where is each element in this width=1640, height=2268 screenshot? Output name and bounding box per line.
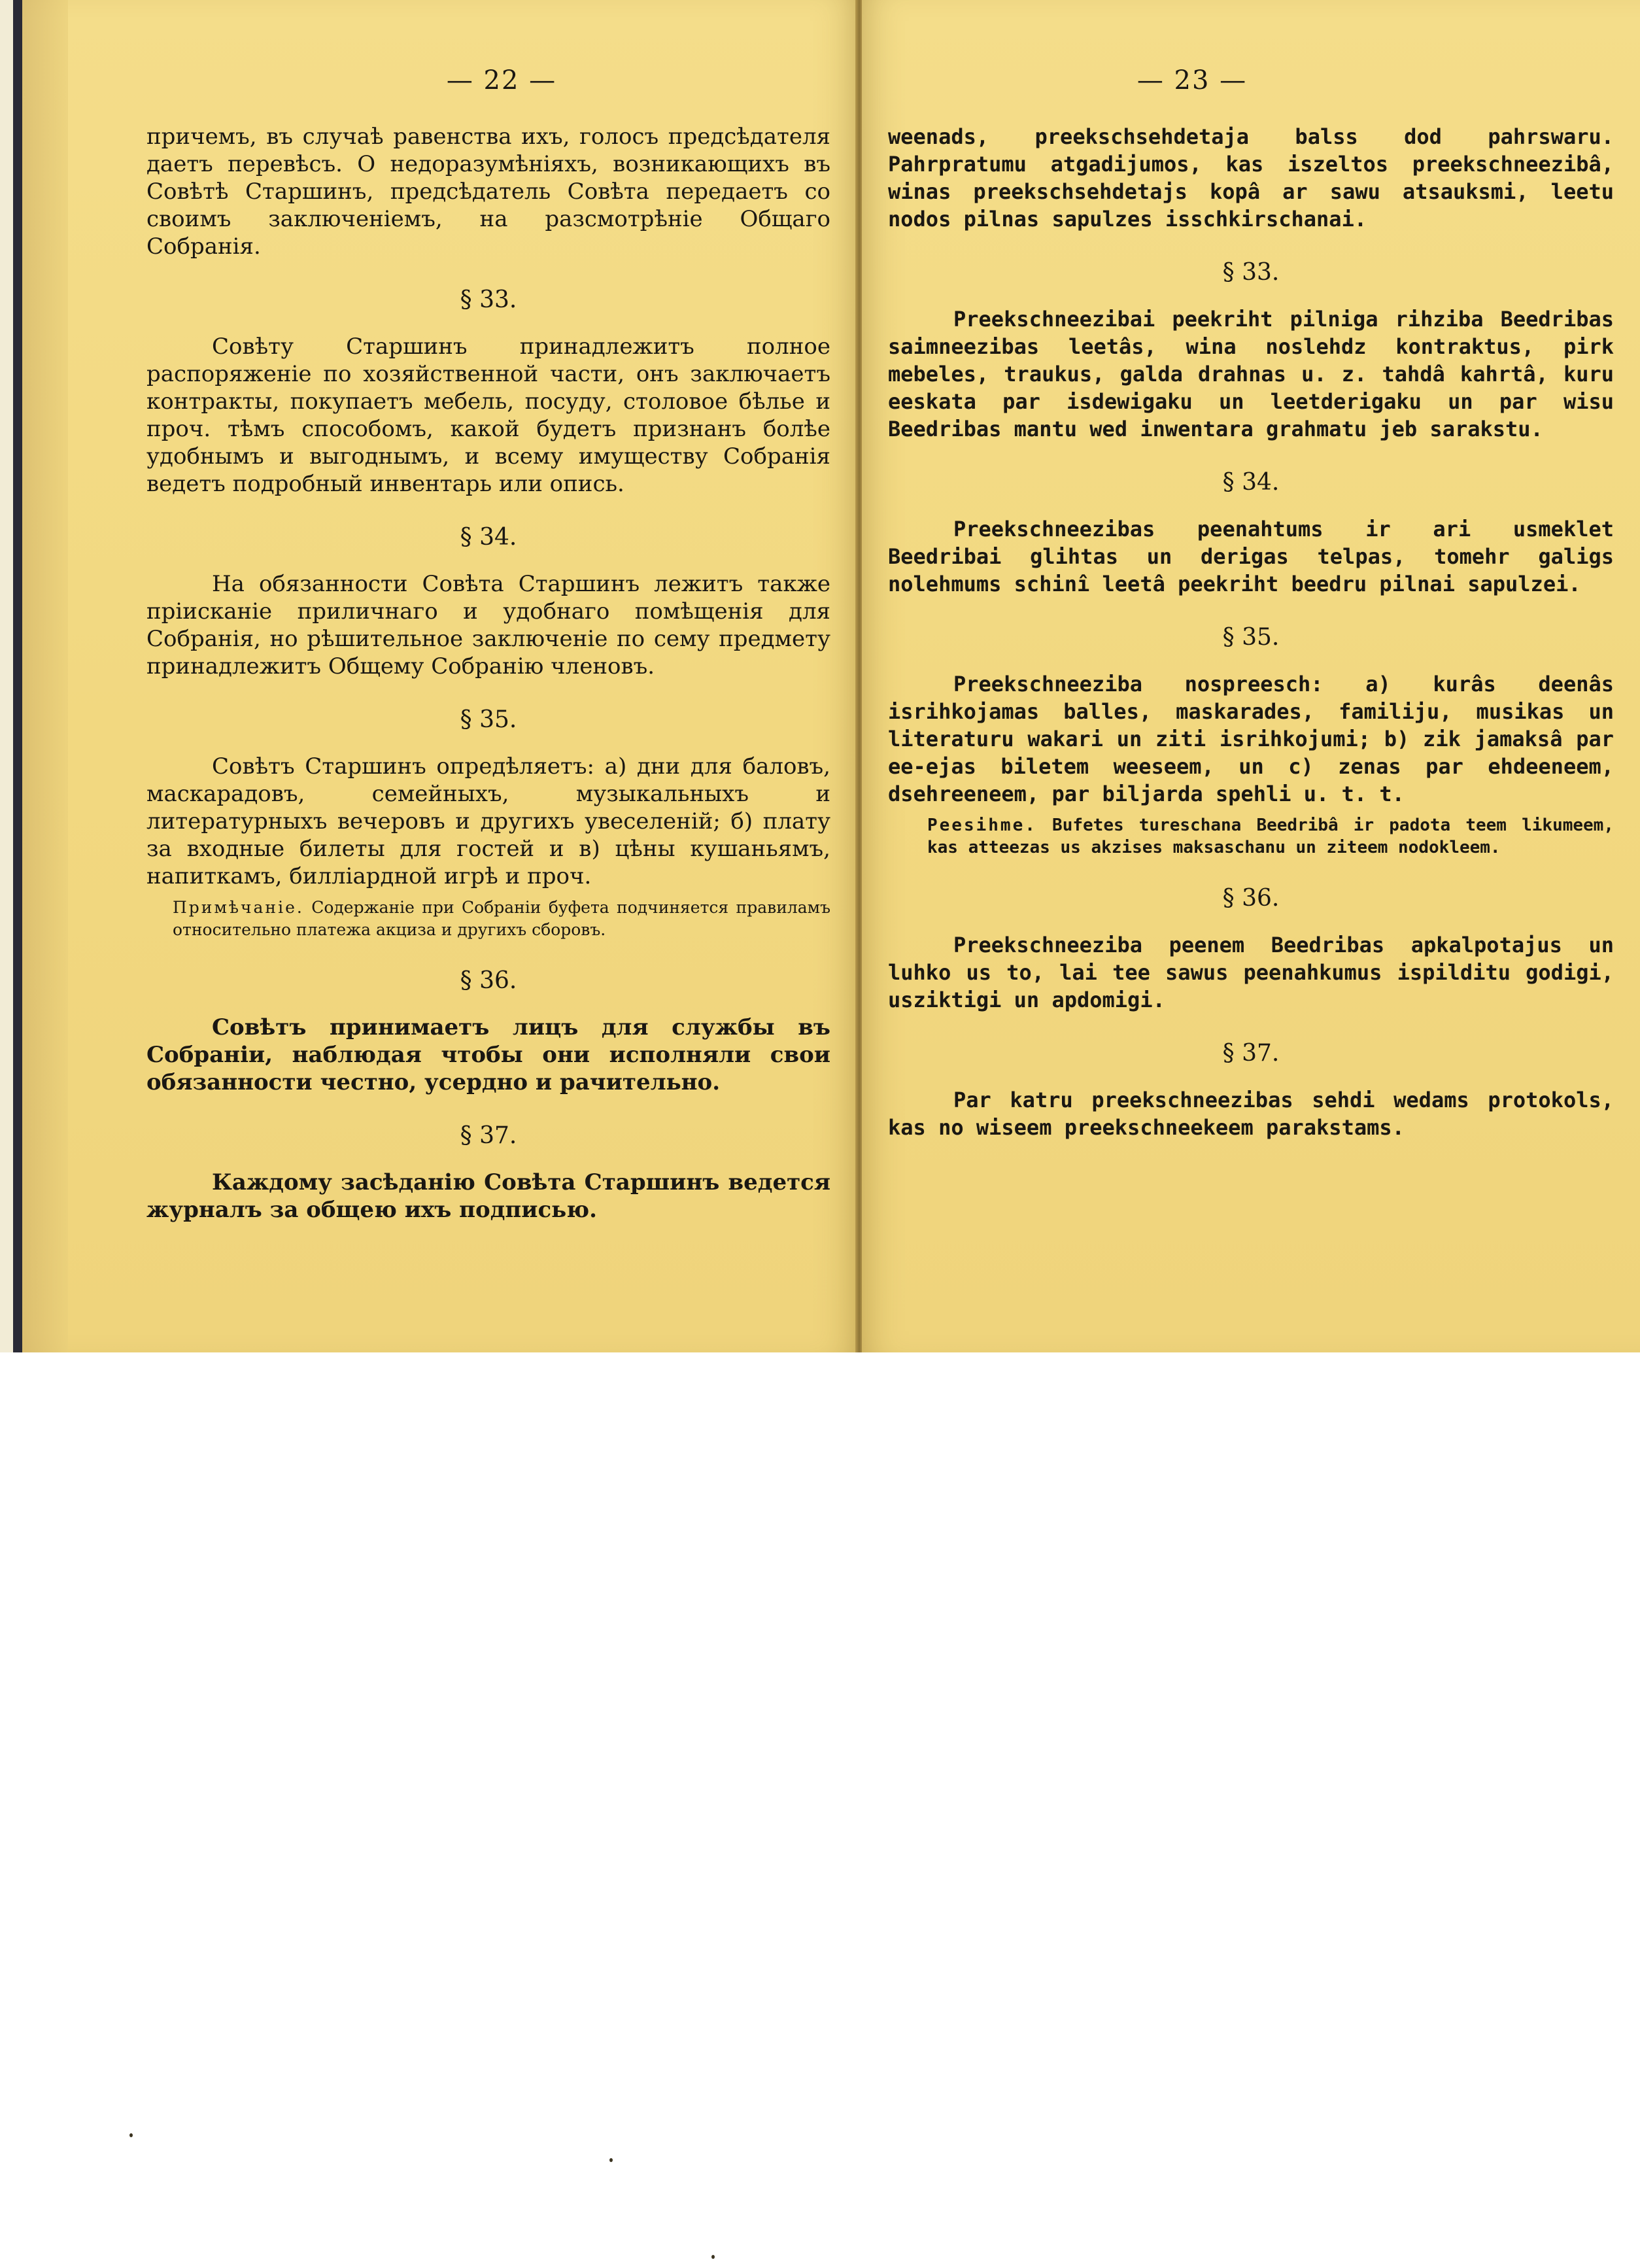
left-section-34-text: На обязанности Совѣта Старшинъ лежитъ также пріисканіе приличнаго и удобнаго помѣщенія для Собранія, но рѣшительное заключеніе по сему предмету принадлежитъ Общему Собранію членовъ. <box>146 571 830 679</box>
left-section-36-heading: § 36. <box>460 967 517 994</box>
right-page <box>862 0 1640 1352</box>
right-section-35-text: Preekschneeziba nospreesch: a) kurâs deenâs isrihkojamas balles, maskarades, familiju, musikas un literaturu wakari un ziti isrihkojumi; b) zik jamaksâ par ee-ejas biletem weeseem, un c) zenas par ehdeeneem, dsehreeneem, par biljarda spehli u. t. t. <box>888 672 1614 806</box>
scan-speck <box>609 2158 613 2162</box>
page-number-right: — 23 — <box>1136 65 1248 95</box>
right-section-34-text: Preekschneezibas peenahtums ir ari usmeklet Beedribai glihtas un derigas telpas, tomehr galigs nolehmums schinî leetâ peekriht beedru pilnai sapulzei. <box>888 517 1614 596</box>
right-section-36-heading: § 36. <box>1222 885 1280 912</box>
left-section-34-heading: § 34. <box>460 524 517 551</box>
right-section-37-text: Par katru preekschneezibas sehdi wedams protokols, kas no wiseem preekschneekeem parakstams. <box>888 1088 1614 1140</box>
left-section-35-note <box>146 897 830 941</box>
page-number-left: — 22 — <box>446 65 557 95</box>
left-page <box>13 0 857 1352</box>
left-section-33-text: Совѣту Старшинъ принадлежитъ полное распоряженіе по хозяйственной части, онъ заключаетъ контракты, покупаетъ мебель, посуду, столовое бѣлье и проч. тѣмъ способомъ, какой будетъ признанъ болѣе удобнымъ и выгоднымъ, и всему имуществу Собранія ведетъ подробный инвентарь или опись. <box>146 334 830 497</box>
left-section-33-heading: § 33. <box>460 286 517 313</box>
left-section-37-heading: § 37. <box>460 1122 517 1149</box>
right-section-35-note <box>888 814 1614 859</box>
left-section-35-text: Совѣтъ Старшинъ опредѣляетъ: а) дни для баловъ, маскарадовъ, семейныхъ, музыкальныхъ и литературныхъ вечеровъ и другихъ увеселеній; б) плату за входные билеты для гостей и в) цѣны кушаньямъ, напиткамъ, билліардной игрѣ и проч. <box>146 753 830 889</box>
right-section-36-text: Preekschneeziba peenem Beedribas apkalpotajus un luhko us to, lai tee sawus peenahkumus ispilditu godigi, usziktigi un apdomigi. <box>888 933 1614 1012</box>
left-opening-paragraph: причемъ, въ случаѣ равенства ихъ, голосъ предсѣдателя даетъ перевѣсъ. О недоразумѣніяхъ, возникающихъ въ Совѣтѣ Старшинъ, предсѣдатель Совѣта передаетъ со своимъ заключеніемъ, на разсмотрѣніе Общаго Собранія. <box>146 124 830 260</box>
left-note-text: Содержаніе при Собраніи буфета подчиняется правиламъ относительно платежа акциза и другихъ сборовъ. <box>173 898 830 939</box>
right-section-34-heading: § 34. <box>1222 469 1280 496</box>
left-note-label: Примѣчаніе. <box>173 898 304 917</box>
right-note-label: Peesihme. <box>927 816 1037 835</box>
left-section-36-text: Совѣтъ принимаетъ лицъ для службы въ Собраніи, наблюдая чтобы они исполняли свои обязанности честно, усердно и рачительно. <box>146 1014 830 1095</box>
scan-speck <box>711 2255 715 2259</box>
right-section-35-heading: § 35. <box>1222 624 1280 651</box>
right-section-33-text: Preekschneezibai peekriht pilniga rihziba Beedribas saimneezibas leetâs, wina noslehdz kontraktus, pirk mebeles, traukus, galda drahnas u. z. tahdâ kahrtâ, kuru eeskata par isdewigaku un leetderigaku un par wisu Beedribas mantu wed inwentara grahmatu jeb sarakstu. <box>888 307 1614 441</box>
right-opening-paragraph: weenads, preekschsehdetaja balss dod pahrswaru. Pahrpratumu atgadijumos, kas iszeltos preekschneezibâ, winas preekschsehdetajs kopâ ar sawu atsauksmi, leetu nodos pilnas sapulzes isschkirschanai. <box>888 124 1614 232</box>
right-section-37-heading: § 37. <box>1222 1040 1280 1067</box>
scan-speck <box>129 2133 133 2137</box>
page-edge-shadow <box>22 0 68 1352</box>
right-note-text: Bufetes tureschana Beedribâ ir padota teem likumeem, kas atteezas us akzises maksaschanu un ziteem nodokleem. <box>927 816 1614 857</box>
left-section-37-text: Каждому засѣданію Совѣта Старшинъ ведется журналъ за общею ихъ подписью. <box>146 1169 830 1223</box>
left-section-35-heading: § 35. <box>460 706 517 733</box>
right-section-33-heading: § 33. <box>1222 259 1280 286</box>
